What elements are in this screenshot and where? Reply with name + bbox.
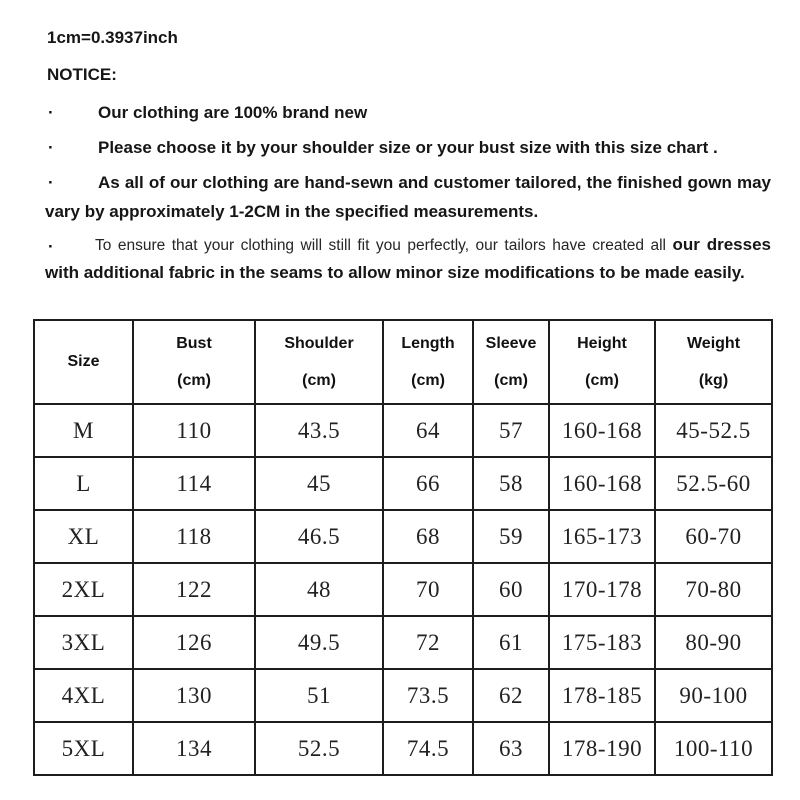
cell-bust: 122 <box>133 563 255 616</box>
cell-bust: 110 <box>133 404 255 457</box>
cell-shoulder: 46.5 <box>255 510 383 563</box>
cell-length: 66 <box>383 457 473 510</box>
cell-size: 4XL <box>34 669 133 722</box>
cell-weight: 80-90 <box>655 616 772 669</box>
cell-weight: 100-110 <box>655 722 772 775</box>
table-row-3xl <box>34 616 772 669</box>
cell-height: 160-168 <box>549 404 655 457</box>
cell-size: 3XL <box>34 616 133 669</box>
cell-shoulder: 48 <box>255 563 383 616</box>
notice-bullet-3-text: As all of our clothing are hand-sewn and customer tailored, the finished gown may vary by approximately 1-2CM in the specified measurements. <box>45 173 771 221</box>
cell-bust: 126 <box>133 616 255 669</box>
cell-size: XL <box>34 510 133 563</box>
cell-length: 68 <box>383 510 473 563</box>
size-chart-table <box>33 319 773 776</box>
col-header-weight <box>655 320 772 404</box>
cell-sleeve: 63 <box>473 722 549 775</box>
col-header-bust <box>133 320 255 404</box>
cell-sleeve: 58 <box>473 457 549 510</box>
cell-height: 178-190 <box>549 722 655 775</box>
cell-sleeve: 59 <box>473 510 549 563</box>
cell-bust: 114 <box>133 457 255 510</box>
cell-length: 74.5 <box>383 722 473 775</box>
cell-weight: 60-70 <box>655 510 772 563</box>
col-header-label: Height <box>577 334 627 352</box>
col-header-label: Length <box>401 334 455 352</box>
bullet-dot-icon: · <box>48 237 54 256</box>
cell-height: 165-173 <box>549 510 655 563</box>
col-header-unit: (cm) <box>494 371 528 389</box>
cell-weight: 90-100 <box>655 669 772 722</box>
table-row-2xl <box>34 563 772 616</box>
col-header-length <box>383 320 473 404</box>
cell-bust: 134 <box>133 722 255 775</box>
cell-size: L <box>34 457 133 510</box>
col-header-label: Weight <box>686 334 741 352</box>
cell-size: 5XL <box>34 722 133 775</box>
cell-height: 175-183 <box>549 616 655 669</box>
cell-weight: 70-80 <box>655 563 772 616</box>
col-header-unit: (cm) <box>177 371 211 389</box>
notice-bullet-2 <box>45 133 771 162</box>
table-row-4xl <box>34 669 772 722</box>
cell-length: 64 <box>383 404 473 457</box>
col-header-height <box>549 320 655 404</box>
notice-bullet-1-text: Our clothing are 100% brand new <box>98 103 368 122</box>
notice-bullet-2-text: Please choose it by your shoulder size or your bust size with this size chart . <box>98 138 718 157</box>
cell-sleeve: 62 <box>473 669 549 722</box>
col-header-label: Size <box>67 353 100 370</box>
col-header-sleeve <box>473 320 549 404</box>
col-header-label: Shoulder <box>284 334 354 352</box>
cell-sleeve: 57 <box>473 404 549 457</box>
cell-height: 160-168 <box>549 457 655 510</box>
cell-length: 72 <box>383 616 473 669</box>
cell-shoulder: 43.5 <box>255 404 383 457</box>
cell-length: 70 <box>383 563 473 616</box>
cell-length: 73.5 <box>383 669 473 722</box>
bullet-dot-icon: · <box>48 138 54 157</box>
col-header-label: Sleeve <box>485 334 537 352</box>
cell-height: 170-178 <box>549 563 655 616</box>
notice-section <box>45 26 771 292</box>
notice-bullet-4-light-text: To ensure that your clothing will still fit you perfectly, our tailors have created all <box>95 237 673 254</box>
cell-shoulder: 45 <box>255 457 383 510</box>
col-header-unit: (cm) <box>302 371 336 389</box>
cell-weight: 45-52.5 <box>655 404 772 457</box>
col-header-size <box>34 320 133 404</box>
col-header-shoulder <box>255 320 383 404</box>
cell-shoulder: 51 <box>255 669 383 722</box>
cell-bust: 118 <box>133 510 255 563</box>
cell-shoulder: 52.5 <box>255 722 383 775</box>
cell-sleeve: 60 <box>473 563 549 616</box>
cell-size: 2XL <box>34 563 133 616</box>
cell-weight: 52.5-60 <box>655 457 772 510</box>
notice-heading: NOTICE: <box>47 65 117 84</box>
cell-sleeve: 61 <box>473 616 549 669</box>
table-row-m <box>34 404 772 457</box>
notice-bullet-4-bold-text: our dresses with additional fabric in the seams to allow minor size modifications to be made easily. <box>45 235 771 282</box>
cell-shoulder: 49.5 <box>255 616 383 669</box>
unit-conversion-note: 1cm=0.3937inch <box>47 28 178 47</box>
notice-bullet-4-text <box>45 232 771 286</box>
bullet-dot-icon: · <box>48 173 54 192</box>
col-header-unit: (cm) <box>411 371 445 389</box>
col-header-unit: (kg) <box>698 371 729 389</box>
header-row <box>34 320 772 404</box>
bullet-dot-icon: · <box>48 103 54 122</box>
col-header-unit: (cm) <box>585 371 619 389</box>
col-header-label: Bust <box>176 334 212 352</box>
table-row-xl <box>34 510 772 563</box>
cell-height: 178-185 <box>549 669 655 722</box>
notice-bullet-4 <box>45 232 771 286</box>
notice-bullet-1 <box>45 98 771 127</box>
cell-bust: 130 <box>133 669 255 722</box>
table-row-l <box>34 457 772 510</box>
notice-bullet-3 <box>45 168 771 226</box>
cell-size: M <box>34 404 133 457</box>
table-row-5xl <box>34 722 772 775</box>
